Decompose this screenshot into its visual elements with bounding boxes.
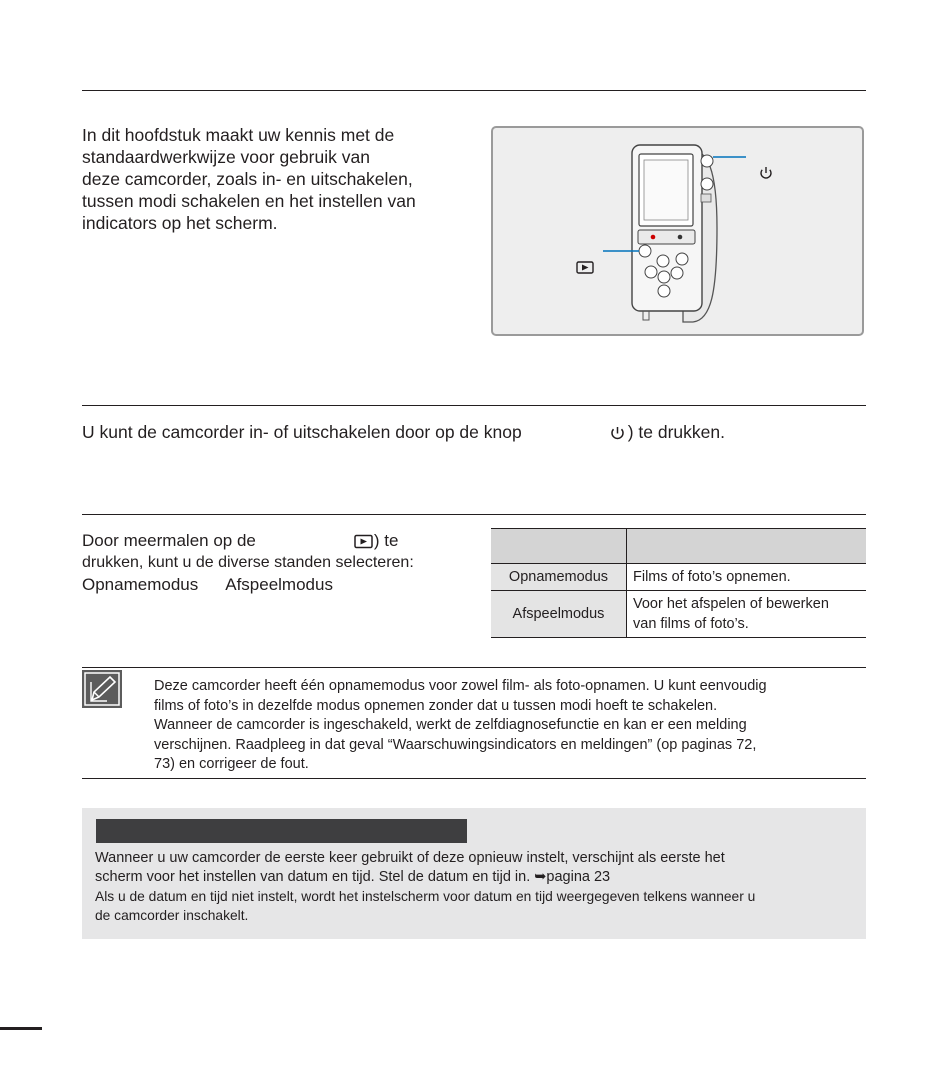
- page-corner-mark: [0, 1027, 42, 1030]
- intro-paragraph: [82, 124, 462, 234]
- mode-paragraph: [82, 530, 414, 596]
- power-icon: [761, 167, 771, 178]
- power-text-after: ) te drukken.: [627, 422, 725, 442]
- desc-line: van films of foto’s.: [633, 616, 749, 632]
- power-text-before: U kunt de camcorder in- of uitschakelen door op de knop: [82, 422, 522, 442]
- desc-line: Voor het afspelen of bewerken: [633, 596, 829, 612]
- mode-section-rule: [82, 514, 866, 515]
- intro-line: deze camcorder, zoals in- en uitschakelen,: [82, 169, 413, 189]
- desc-line: Films of foto’s opnemen.: [633, 569, 791, 585]
- mode-line2: drukken, kunt u de diverse standen selecteren:: [82, 554, 414, 571]
- table-row: [491, 591, 866, 638]
- table-cell-mode: Afspeelmodus: [491, 591, 627, 638]
- mode-line1-before: Door meermalen op de: [82, 531, 256, 550]
- table-header-mode: [491, 529, 627, 564]
- table-header-row: [491, 529, 866, 564]
- table-header-desc: [627, 529, 867, 564]
- note-line: verschijnen. Raadpleeg in dat geval “Waarschuwingsindicators en meldingen” (op paginas 72,: [154, 736, 757, 753]
- playback-icon: [577, 262, 593, 273]
- table-row: [491, 564, 866, 591]
- table-cell-desc: [627, 564, 867, 591]
- note-icon: [82, 670, 122, 708]
- intro-line: In dit hoofdstuk maakt uw kennis met de: [82, 125, 395, 145]
- power-paragraph: [82, 422, 725, 443]
- note-bottom-rule: [82, 778, 866, 779]
- top-rule: [82, 90, 866, 91]
- camcorder-figure: [491, 126, 864, 336]
- note-line: Wanneer de camcorder is ingeschakeld, werkt de zelfdiagnosefunctie en kan er een melding: [154, 717, 747, 733]
- tip-line: Als u de datum en tijd niet instelt, wordt het instelscherm voor datum en tijd weergegeven telkens wanneer u: [95, 889, 756, 904]
- camcorder-illustration: [493, 128, 862, 334]
- mode-line3-recording: Opnamemodus: [82, 575, 199, 594]
- mode-table: [491, 528, 866, 638]
- tip-heading-bar: [96, 819, 467, 843]
- power-icon: [610, 425, 625, 441]
- note-text: [154, 677, 866, 775]
- power-section-rule: [82, 405, 866, 406]
- tip-line: Wanneer u uw camcorder de eerste keer gebruikt of deze opnieuw instelt, verschijnt als eerste het: [95, 850, 725, 866]
- intro-line: standaardwerkwijze voor gebruik van: [82, 147, 370, 167]
- table-cell-desc: [627, 591, 867, 638]
- tip-line: de camcorder inschakelt.: [95, 908, 249, 923]
- mode-line1-after: ) te: [373, 531, 399, 550]
- note-top-rule: [82, 667, 866, 668]
- intro-line: indicators op het scherm.: [82, 213, 278, 233]
- note-line: 73) en corrigeer de fout.: [154, 756, 309, 772]
- note-line: films of foto’s in dezelfde modus opnemen zonder dat u tussen modi hoeft te schakelen.: [154, 697, 718, 714]
- playback-icon: [354, 534, 374, 549]
- tip-text: [95, 849, 855, 925]
- tip-line: scherm voor het instellen van datum en tijd. Stel de datum en tijd in. ➥pagina 23: [95, 869, 611, 885]
- mode-line3-playback: Afspeelmodus: [225, 575, 333, 594]
- intro-line: tussen modi schakelen en het instellen van: [82, 191, 416, 211]
- note-line: Deze camcorder heeft één opnamemodus voor zowel film- als foto-opnamen. U kunt eenvoudig: [154, 678, 767, 694]
- table-cell-mode: Opnamemodus: [491, 564, 627, 591]
